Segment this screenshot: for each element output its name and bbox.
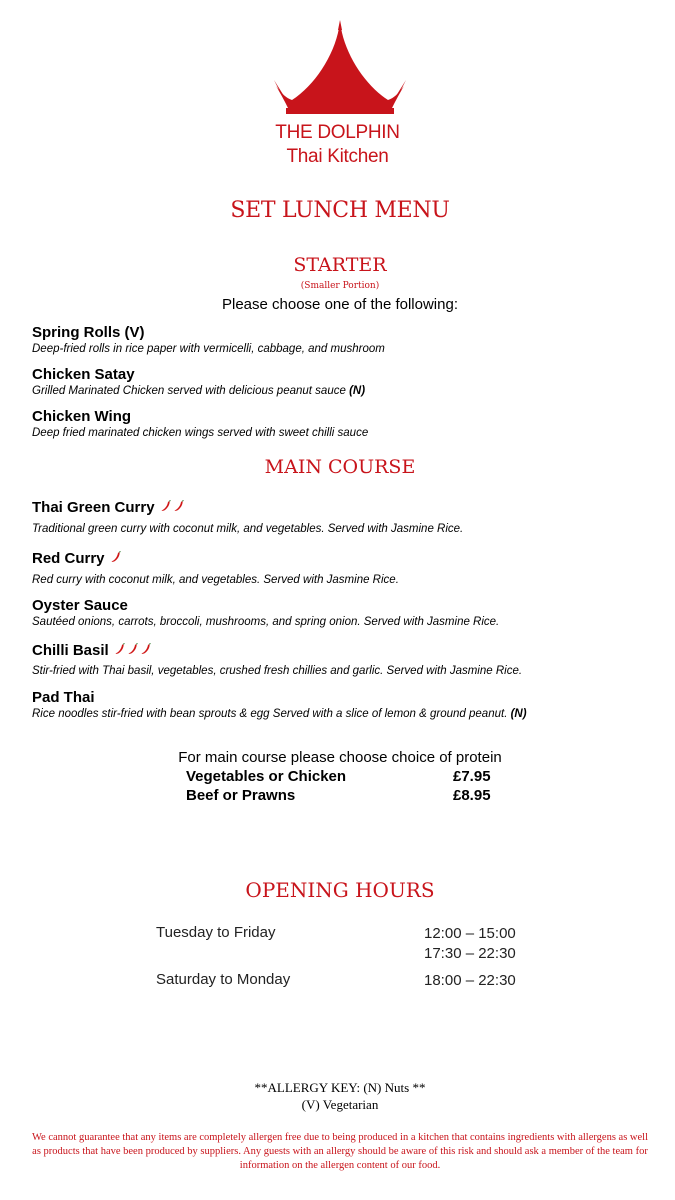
chilli-icon <box>161 499 172 517</box>
dish-description: Deep fried marinated chicken wings served with sweet chilli sauce <box>32 427 369 439</box>
thai-temple-roof-icon <box>270 16 410 118</box>
allergy-key-line: **ALLERGY KEY: (N) Nuts ** <box>254 1080 426 1095</box>
dish-name: Pad Thai <box>32 689 95 706</box>
hours-days: Saturday to Monday <box>156 971 291 988</box>
dish-description: Grilled Marinated Chicken served with delicious peanut sauce (N) <box>32 385 366 397</box>
main-item <box>32 499 652 537</box>
hours-days: Tuesday to Friday <box>156 924 276 941</box>
main-item <box>32 642 652 679</box>
opening-hours-heading: OPENING HOURS <box>245 878 435 902</box>
hours-time: 18:00 – 22:30 <box>424 972 516 989</box>
menu-title: SET LUNCH MENU <box>230 198 450 223</box>
chilli-rating <box>115 642 154 660</box>
dish-description: Stir-fried with Thai basil, vegetables, crushed fresh chillies and garlic. Served with Jasmine Rice. <box>32 665 523 678</box>
protein-price: £7.95 <box>453 768 491 785</box>
main-item <box>32 597 652 630</box>
hours-time: 17:30 – 22:30 <box>424 945 516 962</box>
protein-label: Beef or Prawns <box>186 787 296 804</box>
protein-label: Vegetables or Chicken <box>186 768 347 785</box>
dish-name: Thai Green Curry <box>32 499 155 516</box>
dish-name: Red Curry <box>32 550 105 567</box>
dish-name: Spring Rolls (V) <box>32 324 145 341</box>
protein-price: £8.95 <box>453 787 491 804</box>
dish-description: Red curry with coconut milk, and vegetables. Served with Jasmine Rice. <box>32 574 399 587</box>
dish-name: Chicken Wing <box>32 408 132 425</box>
main-item <box>32 689 652 722</box>
chilli-icon <box>174 499 185 517</box>
brand-name: THE DOLPHIN <box>275 122 400 143</box>
hours-time: 12:00 – 15:00 <box>424 925 516 942</box>
allergy-key-line: (V) Vegetarian <box>301 1097 379 1112</box>
main-course-heading: MAIN COURSE <box>264 456 416 478</box>
dish-description: Sautéed onions, carrots, broccoli, mushrooms, and spring onion. Served with Jasmine Rice. <box>32 616 500 628</box>
dish-description: Deep-fried rolls in rice paper with vermicelli, cabbage, and mushroom <box>32 343 385 355</box>
allergy-key <box>0 1079 675 1113</box>
protein-option <box>186 787 506 804</box>
chilli-icon <box>141 642 152 660</box>
dish-description: Traditional green curry with coconut milk, and vegetables. Served with Jasmine Rice. <box>32 523 464 536</box>
allergen-tag: (N) <box>349 385 366 397</box>
brand-subtitle: Thai Kitchen <box>286 146 389 167</box>
protein-option <box>186 768 506 785</box>
chilli-icon <box>111 550 122 568</box>
starter-item <box>32 408 652 441</box>
allergen-disclaimer: We cannot guarantee that any items are completely allergen free due to being produced in a kitchen that contains ingredients with allergens as well as products that have been produced by suppliers. Any guests with an allergy should be aware of this risk and should ask a member of the team for information on the allergen content of our food. <box>31 1132 648 1171</box>
chilli-icon <box>128 642 139 660</box>
dish-description: Rice noodles stir-fried with bean sprouts & egg Served with a slice of lemon & ground peanut. (N) <box>32 708 527 720</box>
starter-heading: STARTER <box>293 254 387 276</box>
chilli-rating <box>111 550 124 568</box>
chilli-rating <box>161 499 187 517</box>
dish-name: Chicken Satay <box>32 366 135 383</box>
allergen-tag: (N) <box>510 708 527 720</box>
starter-instruction: Please choose one of the following: <box>222 296 458 313</box>
protein-instruction: For main course please choose choice of protein <box>178 749 502 766</box>
starter-item <box>32 366 652 399</box>
portion-note: (Smaller Portion) <box>300 281 380 291</box>
hours-row <box>156 971 536 988</box>
dish-name: Oyster Sauce <box>32 597 128 614</box>
dish-name: Chilli Basil <box>32 642 109 659</box>
chilli-icon <box>115 642 126 660</box>
starter-item <box>32 324 652 357</box>
hours-row <box>156 924 536 962</box>
main-item <box>32 550 652 588</box>
